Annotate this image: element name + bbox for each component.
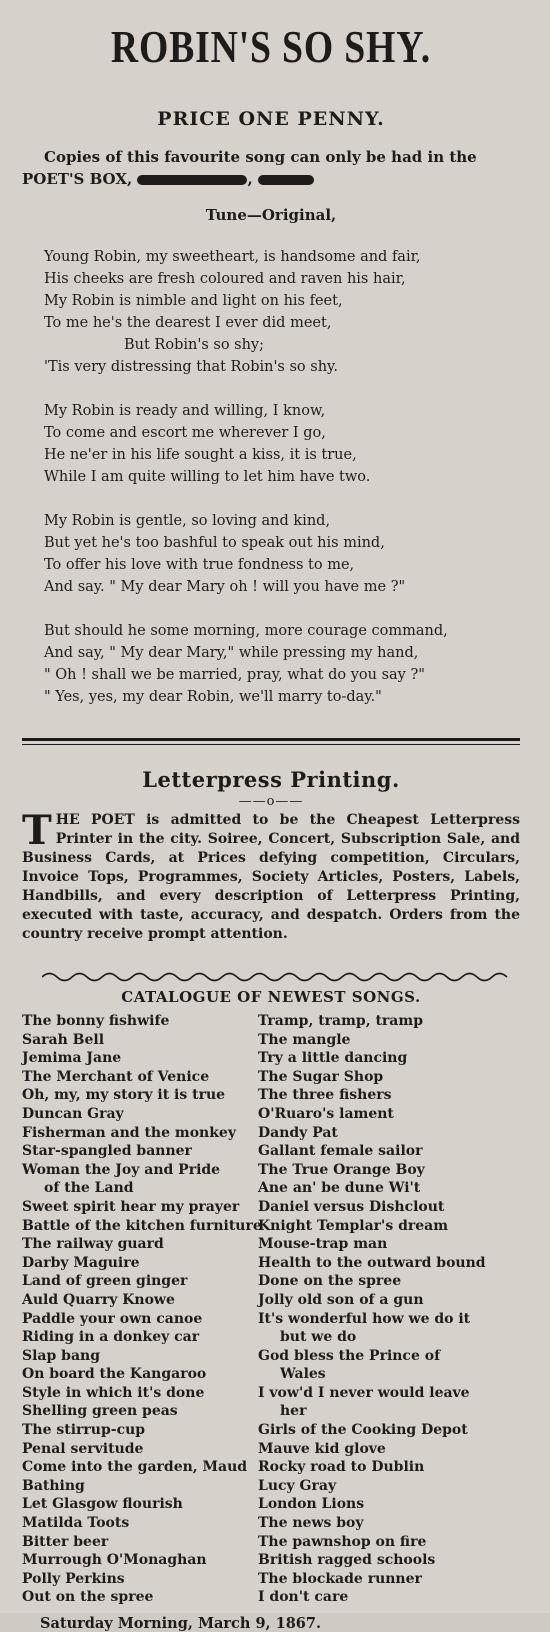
catalogue-song: Jemima Jane <box>22 1050 122 1067</box>
verse-line: He ne'er in his life sought a kiss, it is true, <box>44 447 357 463</box>
verse-line: My Robin is ready and willing, I know, <box>44 403 326 419</box>
verse-line: Young Robin, my sweetheart, is handsome and fair, <box>44 249 421 265</box>
drop-cap: T <box>22 807 52 854</box>
catalogue-song: The stirrup-cup <box>22 1422 146 1439</box>
catalogue-song: Health to the outward bound <box>258 1254 486 1271</box>
wavy-divider <box>42 970 512 984</box>
catalogue-song: of the Land <box>44 1180 134 1197</box>
catalogue-song: Riding in a donkey car <box>22 1329 200 1346</box>
catalogue-song: her <box>280 1403 307 1420</box>
catalogue-song: I vow'd I never would leave <box>258 1384 470 1401</box>
double-rule-divider <box>22 738 520 745</box>
catalogue-song: Paddle your own canoe <box>22 1310 203 1327</box>
catalogue-song: Auld Quarry Knowe <box>22 1291 175 1308</box>
catalogue-song: The railway guard <box>22 1236 164 1253</box>
copies-line-2: POET'S BOX, , <box>22 168 520 190</box>
verse-line: " Oh ! shall we be married, pray, what do you say ?" <box>44 667 425 683</box>
catalogue-song: Oh, my, my story it is true <box>22 1087 226 1104</box>
verse-line: But Robin's so shy; <box>124 337 265 353</box>
catalogue-song: Ane an' be dune Wi't <box>258 1180 421 1197</box>
verse-line: My Robin is gentle, so loving and kind, <box>44 513 331 529</box>
catalogue-song: On board the Kangaroo <box>22 1366 207 1383</box>
catalogue-song: but we do <box>280 1329 357 1346</box>
catalogue-song: The bonny fishwife <box>22 1013 170 1029</box>
catalogue-song: Matilda Toots <box>22 1515 130 1532</box>
catalogue-song: The Sugar Shop <box>258 1068 384 1085</box>
letterpress-advert <box>22 807 520 944</box>
catalogue-song: Dandy Pat <box>258 1124 338 1141</box>
redacted-mark <box>258 175 314 185</box>
song-title: ROBIN'S SO SHY. <box>110 21 432 72</box>
verse-line: But yet he's too bashful to speak out his mind, <box>44 535 385 551</box>
catalogue-song: Sarah Bell <box>22 1031 105 1048</box>
catalogue-song: Try a little dancing <box>258 1050 408 1067</box>
verse-line: " Yes, yes, my dear Robin, we'll marry to-day." <box>44 689 382 705</box>
catalogue-song: Bathing <box>22 1477 85 1494</box>
verse-2 <box>22 400 520 488</box>
catalogue-song: Wales <box>280 1366 326 1383</box>
catalogue-song: I don't care <box>258 1589 349 1606</box>
verse-line: To come and escort me wherever I go, <box>44 425 326 441</box>
catalogue-song: Knight Templar's dream <box>258 1217 449 1234</box>
catalogue-song: Sweet spirit hear my prayer <box>22 1198 240 1215</box>
verse-line: His cheeks are fresh coloured and raven his hair, <box>44 271 406 287</box>
verse-line: While I am quite willing to let him have two. <box>44 469 371 485</box>
catalogue-song: Shelling green peas <box>22 1403 178 1420</box>
catalogue-song: The three fishers <box>258 1087 392 1104</box>
catalogue-song: Girls of the Cooking Depot <box>258 1422 468 1439</box>
catalogue-song: Penal servitude <box>22 1440 144 1457</box>
catalogue-song: Mauve kid glove <box>258 1440 386 1457</box>
catalogue-song: Out on the spree <box>22 1589 154 1606</box>
catalogue-song: Mouse-trap man <box>258 1236 388 1253</box>
catalogue-song: Slap bang <box>22 1347 100 1364</box>
catalogue-right-column <box>258 1012 520 1607</box>
catalogue-song: Done on the spree <box>258 1273 402 1290</box>
catalogue-song: Star-spangled banner <box>22 1143 192 1160</box>
publication-date: Saturday Morning, March 9, 1867. <box>40 1615 322 1632</box>
catalogue-song: Gallant female sailor <box>258 1143 423 1160</box>
catalogue-song: Daniel versus Dishclout <box>258 1198 445 1215</box>
tune-line: Tune—Original, <box>205 206 337 224</box>
catalogue-song: Polly Perkins <box>22 1570 125 1587</box>
catalogue-song: The pawnshop on fire <box>258 1533 427 1550</box>
ornament-divider: ——o—— <box>238 794 304 809</box>
verse-line: But should he some morning, more courage command, <box>44 623 448 639</box>
verse-4 <box>22 620 520 708</box>
catalogue-song: British ragged schools <box>258 1552 436 1569</box>
verse-line: And say, " My dear Mary," while pressing my hand, <box>44 645 419 661</box>
catalogue-song: O'Ruaro's lament <box>258 1105 394 1122</box>
letterpress-text: HE POET is admitted to be the Cheapest Letterpress Printer in the city. Soiree, Concert, Subscription Sale, and Business Cards, at Prices defying competition, Circulars, Invoice Tops, Programmes, Society Articles, Posters, Labels, Handbills, and every description of Letterpress Printing, executed with taste, accuracy, and despatch. Orders from the country receive prompt attention. <box>22 812 520 942</box>
catalogue-song: Duncan Gray <box>22 1105 124 1122</box>
catalogue-song: Jolly old son of a gun <box>258 1291 424 1308</box>
copies-notice <box>22 146 520 190</box>
verse-line: 'Tis very distressing that Robin's so shy. <box>44 359 338 375</box>
letterpress-title: Letterpress Printing. <box>142 767 400 792</box>
catalogue-left-column <box>22 1012 262 1607</box>
catalogue-song: Tramp, tramp, tramp <box>258 1013 423 1029</box>
redacted-mark <box>137 175 247 185</box>
catalogue-song: Woman the Joy and Pride <box>22 1161 221 1178</box>
catalogue-song: Murrough O'Monaghan <box>22 1552 207 1569</box>
catalogue-song: God bless the Prince of <box>258 1347 441 1364</box>
price-line: PRICE ONE PENNY. <box>157 108 385 130</box>
catalogue-song: Lucy Gray <box>258 1477 337 1494</box>
catalogue-song: Bitter beer <box>22 1533 109 1550</box>
catalogue-song: Land of green ginger <box>22 1273 188 1290</box>
catalogue-song: Style in which it's done <box>22 1384 205 1401</box>
catalogue-song: London Lions <box>258 1496 365 1513</box>
copies-line-1: Copies of this favourite song can only be had in the <box>44 148 477 166</box>
catalogue-song: It's wonderful how we do it <box>258 1310 471 1327</box>
catalogue-song: The blockade runner <box>258 1570 422 1587</box>
verse-line: My Robin is nimble and light on his feet, <box>44 293 343 309</box>
catalogue-song: Battle of the kitchen furniture <box>22 1217 262 1234</box>
catalogue-song: The Merchant of Venice <box>22 1068 210 1085</box>
catalogue-song: The True Orange Boy <box>258 1161 425 1178</box>
catalogue-song: The mangle <box>258 1031 351 1048</box>
song-catalogue <box>22 1012 520 1607</box>
catalogue-song: Rocky road to Dublin <box>258 1459 425 1476</box>
catalogue-song: The news boy <box>258 1515 364 1532</box>
catalogue-song: Fisherman and the monkey <box>22 1124 236 1141</box>
verse-1 <box>22 246 520 378</box>
verse-line: And say. " My dear Mary oh ! will you have me ?" <box>44 579 406 595</box>
verse-3 <box>22 510 520 598</box>
catalogue-song: Darby Maguire <box>22 1254 140 1271</box>
catalogue-song: Let Glasgow flourish <box>22 1496 183 1513</box>
verse-line: To me he's the dearest I ever did meet, <box>44 315 332 331</box>
catalogue-title: CATALOGUE OF NEWEST SONGS. <box>121 988 421 1006</box>
verse-line: To offer his love with true fondness to me, <box>44 557 355 573</box>
catalogue-song: Come into the garden, Maud <box>22 1459 248 1476</box>
